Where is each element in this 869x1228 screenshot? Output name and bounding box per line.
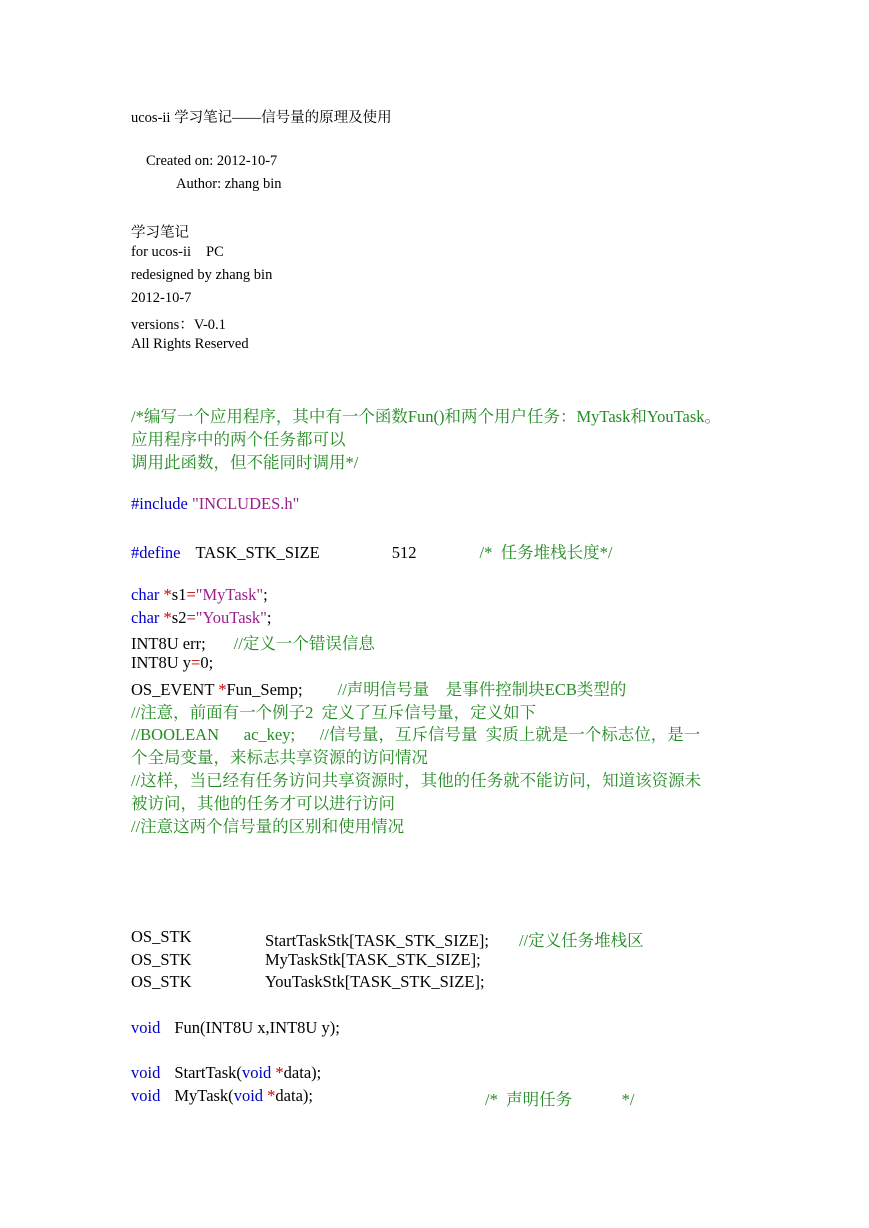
stack-name-start: StartTaskStk[TASK_STK_SIZE]; //定义任务堆栈区 [265, 931, 644, 950]
info-line-1: 学习笔记 [131, 225, 189, 241]
s2-declaration: char *s2="YouTask"; [131, 608, 272, 627]
note-line-3b: 被访问，其他的任务才可以进行访问 [131, 794, 395, 813]
starttask-prototype: void StartTask(void *data); [131, 1063, 322, 1082]
note-line-2b: 个全局变量，来标志共享资源的访问情况 [131, 748, 428, 767]
comment-block-line-2: 应用程序中的两个任务都可以 [131, 430, 346, 449]
doc-title: ucos-ii 学习笔记——信号量的原理及使用 [131, 110, 392, 126]
stack-decl-my: OS_STK [131, 950, 192, 969]
comment-block-line-3: 调用此函数，但不能同时调用*/ [131, 453, 359, 472]
stack-decl-start: OS_STK [131, 927, 192, 946]
created-line: Created on: 2012-10-7 [146, 153, 278, 169]
s1-declaration: char *s1="MyTask"; [131, 585, 268, 604]
info-line-5: versions：V-0.1 [131, 317, 226, 333]
stack-name-my: MyTaskStk[TASK_STK_SIZE]; [265, 950, 481, 969]
note-line-4: //注意这两个信号量的区别和使用情况 [131, 817, 405, 836]
note-line-2a: //BOOLEAN ac_key; //信号量，互斥信号量 实质上就是一个标志位，是一 [131, 725, 701, 744]
define-line: #define TASK_STK_SIZE 512 /* 任务堆栈长度*/ [131, 543, 613, 562]
mytask-comment: /* 声明任务 */ [485, 1090, 635, 1109]
include-line: #include "INCLUDES.h" [131, 494, 300, 513]
stack-decl-you: OS_STK [131, 972, 192, 991]
note-line-3a: //这样，当已经有任务访问共享资源时，其他的任务就不能访问，知道该资源未 [131, 771, 702, 790]
err-declaration: INT8U err; //定义一个错误信息 [131, 634, 375, 653]
info-line-4: 2012-10-7 [131, 290, 192, 306]
y-declaration: INT8U y=0; [131, 653, 214, 672]
mytask-prototype: void MyTask(void *data); [131, 1086, 313, 1105]
event-declaration: OS_EVENT *Fun_Semp; //声明信号量 是事件控制块ECB类型的 [131, 680, 627, 699]
stack-name-you: YouTaskStk[TASK_STK_SIZE]; [265, 972, 485, 991]
comment-block-line-1: /*编写一个应用程序，其中有一个函数Fun()和两个用户任务：MyTask和YouTask。 [131, 407, 722, 426]
info-line-2: for ucos-ii PC [131, 244, 224, 260]
author-line: Author: zhang bin [176, 176, 282, 192]
fun-prototype: void Fun(INT8U x,INT8U y); [131, 1018, 340, 1037]
info-line-3: redesigned by zhang bin [131, 267, 273, 283]
note-line-1: //注意，前面有一个例子2 定义了互斥信号量，定义如下 [131, 703, 537, 722]
info-line-6: All Rights Reserved [131, 336, 249, 352]
